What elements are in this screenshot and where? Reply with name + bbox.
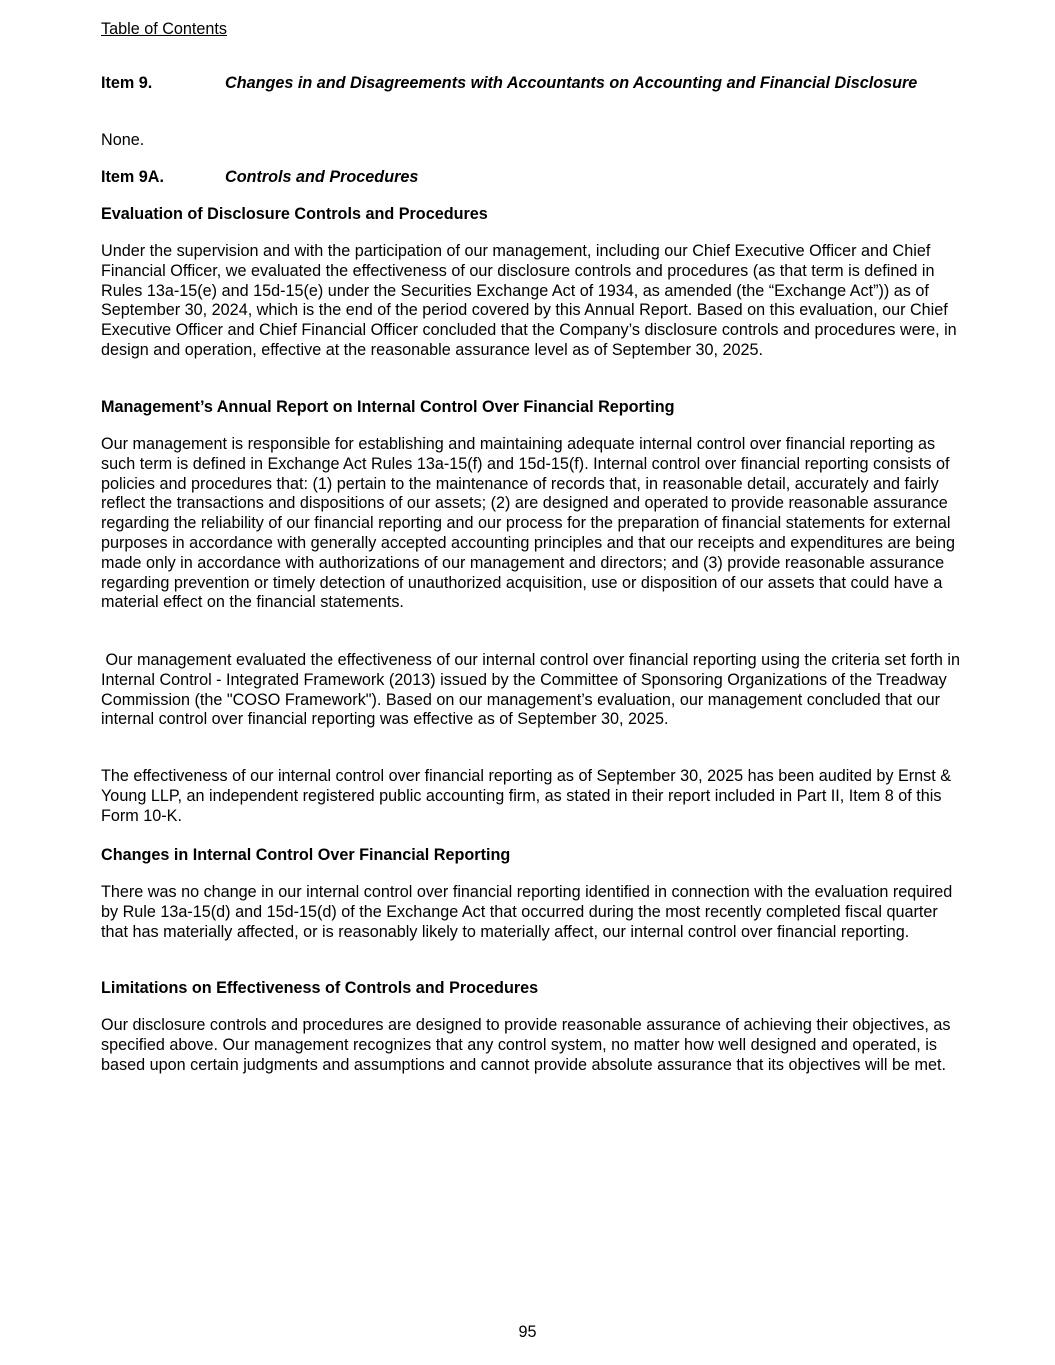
paragraph-coso-evaluation: Our management evaluated the effectiveness of our internal control over financial reporting using the criteria set forth in Internal Control - Integrated Framework (2013) issued by the Committee of Sponsoring Organizations of the Treadway Commission (the "COSO Framework"). Based on our management’s evaluation, our management concluded that our internal control over financial reporting was effective as of September 30, 2025. <box>101 651 965 729</box>
item-9-title: Changes in and Disagreements with Accountants on Accounting and Financial Disclosure <box>225 74 918 92</box>
item-9-heading <box>101 74 961 94</box>
item-9-number: Item 9. <box>101 74 153 92</box>
item-9a-number: Item 9A. <box>101 168 164 186</box>
paragraph-management-responsibility: Our management is responsible for establishing and maintaining adequate internal control over financial reporting as such term is defined in Exchange Act Rules 13a-15(f) and 15d-15(f). Internal control over financial reporting consists of policies and procedures that: (1) pertain to the maintenance of records that, in reasonable detail, accurately and fairly reflect the transactions and dispositions of our assets; (2) are designed and operated to provide reasonable assurance regarding the reliability of our financial reporting and our process for the preparation of financial statements for external purposes in accordance with generally accepted accounting principles and that our receipts and expenditures are being made only in accordance with authorizations of our management and directors; and (3) provide reasonable assurance regarding prevention or timely detection of unauthorized acquisition, use or disposition of our assets that could have a material effect on the financial statements. <box>101 435 955 612</box>
paragraph-limitations: Our disclosure controls and procedures are designed to provide reasonable assurance of achieving their objectives, as specified above. Our management recognizes that any control system, no matter how well designed and operated, is based upon certain judgments and assumptions and cannot provide absolute assurance that its objectives will be met. <box>101 1016 951 1074</box>
section-heading-disclosure-controls: Evaluation of Disclosure Controls and Procedures <box>101 205 488 223</box>
paragraph-auditor-statement: The effectiveness of our internal control over financial reporting as of September 30, 2025 has been audited by Ernst & Young LLP, an independent registered public accounting firm, as stated in their report included in Part II, Item 8 of this Form 10-K. <box>101 767 952 825</box>
item-9a-title: Controls and Procedures <box>225 168 419 186</box>
paragraph-no-change: There was no change in our internal control over financial reporting identified in connection with the evaluation required by Rule 13a-15(d) and 15d-15(d) of the Exchange Act that occurred during the most recently completed fiscal quarter that has materially affected, or is reasonably likely to materially affect, our internal control over financial reporting. <box>101 883 953 941</box>
paragraph-disclosure-evaluation: Under the supervision and with the participation of our management, including our Chief Executive Officer and Chief Financial Officer, we evaluated the effectiveness of our disclosure controls and procedures (as that term is defined in Rules 13a-15(e) and 15d-15(e) under the Securities Exchange Act of 1934, as amended (the “Exchange Act”)) as of September 30, 2024, which is the end of the period covered by this Annual Report. Based on this evaluation, our Chief Executive Officer and Chief Financial Officer concluded that the Company’s disclosure controls and procedures were, in design and operation, effective at the reasonable assurance level as of September 30, 2025. <box>101 242 957 359</box>
table-of-contents-link[interactable]: Table of Contents <box>101 20 227 38</box>
item-9-body: None. <box>101 131 145 149</box>
page-number: 95 <box>518 1323 537 1341</box>
section-heading-changes-internal-control: Changes in Internal Control Over Financial Reporting <box>101 846 511 864</box>
item-9a-heading <box>101 168 961 188</box>
section-heading-limitations: Limitations on Effectiveness of Controls and Procedures <box>101 979 539 997</box>
section-heading-management-report: Management’s Annual Report on Internal Control Over Financial Reporting <box>101 398 675 416</box>
